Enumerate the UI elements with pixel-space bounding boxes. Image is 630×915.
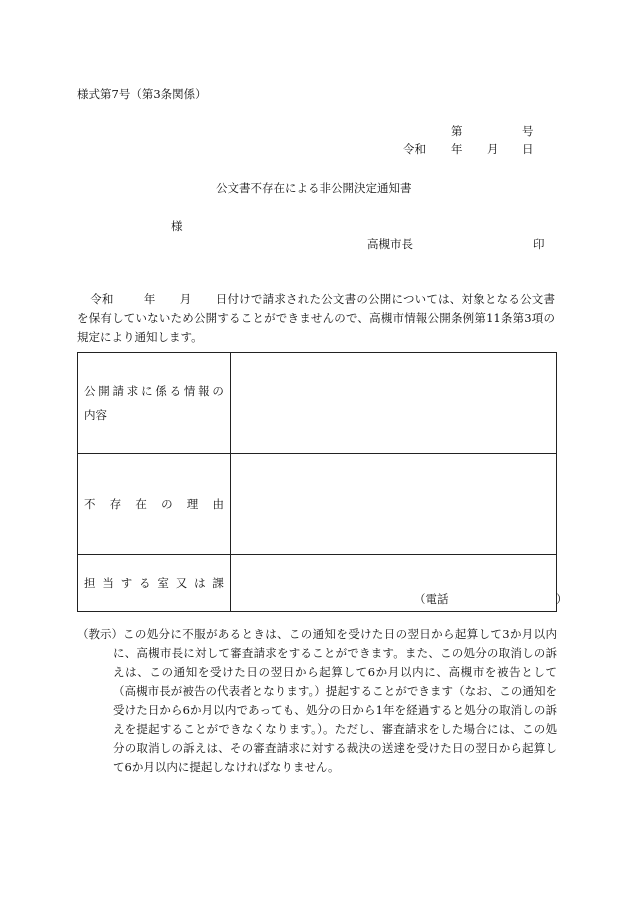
phone-close-paren: ） (556, 592, 568, 606)
table-row (78, 454, 557, 555)
info-table (77, 352, 568, 612)
label-char: 室 (157, 576, 169, 590)
label-char: の (212, 384, 224, 398)
instruction-text: この処分に不服があるときは、この通知を受けた日の翌日から起算して3か月以内に、高槻市長に対して審査請求をすることができます。また、この処分の取消しの訴えは、この通知を受けた日の翌日から起算して6か月以内に、高槻市を被告として（高槻市長が被告の代表者となります。）提起することができます（なお、この通知を受けた日から6か月以内であっても、処分の日から1年を経過すると処分の取消しの訴えを提起することができなくなります。）。ただし、審査請求をした場合には、この処分の取消しの訴えは、その審査請求に対する裁決の送達を受けた日の翌日から起算して6か月以内に提起しなければなりません。 (113, 627, 557, 774)
date-year: 年 (451, 142, 463, 156)
body-month: 月 (179, 292, 192, 306)
addressee-suffix: 様 (171, 219, 183, 233)
label-char: る (139, 576, 151, 590)
label-char: 報 (198, 384, 210, 398)
phone-label: （電話 (414, 592, 449, 606)
label-char: に (141, 384, 153, 398)
label-char: 請 (112, 384, 125, 398)
document-title: 公文書不存在による非公開決定通知書 (216, 181, 412, 195)
body-year: 年 (143, 292, 156, 306)
table-row (78, 353, 557, 454)
label-char: 係 (155, 384, 167, 398)
date-month: 月 (487, 142, 499, 156)
body-paragraph (77, 290, 555, 347)
label-char: す (120, 576, 133, 590)
label-char: 課 (212, 576, 224, 590)
label-char: 開 (98, 384, 110, 398)
requested-info-label-line1 (84, 379, 224, 403)
document-number-suffix: 号 (522, 124, 534, 138)
seal-mark: 印 (533, 237, 545, 251)
label-char: の (161, 497, 173, 511)
requested-info-field[interactable] (231, 353, 557, 454)
document-number-prefix: 第 (451, 124, 463, 138)
instruction-label: （教示） (77, 627, 123, 641)
date-era: 令和 (403, 142, 426, 156)
label-char: 求 (126, 384, 139, 398)
label-char: 理 (186, 497, 199, 511)
department-field[interactable] (231, 555, 568, 612)
issuer-name: 高槻市長 (367, 237, 413, 251)
label-char: 担 (84, 576, 96, 590)
instruction-notice (77, 625, 557, 777)
nonexistence-reason-label (78, 454, 231, 555)
label-char: は (194, 576, 206, 590)
label-char: 公 (84, 384, 96, 398)
date-day: 日 (522, 142, 534, 156)
requested-info-label-line2: 内容 (84, 408, 107, 422)
body-text: 日付けで請求された公文書の公開については、対象となる公文書を保有していないため公開することができませんので、高槻市情報公開条例第11条第3項の規定により通知します。 (77, 292, 556, 344)
label-char: 存 (109, 497, 122, 511)
label-char: 在 (135, 497, 147, 511)
label-char: 情 (183, 384, 196, 398)
label-char: 由 (212, 497, 224, 511)
form-number: 様式第7号（第3条関係） (77, 87, 207, 101)
label-char: る (169, 384, 182, 398)
label-char: 当 (102, 576, 114, 590)
body-era: 令和 (90, 292, 114, 306)
label-char: 又 (175, 576, 188, 590)
table-row (78, 555, 557, 612)
requested-info-label (78, 353, 231, 454)
label-char: 不 (84, 497, 96, 511)
nonexistence-reason-field[interactable] (231, 454, 557, 555)
department-label (78, 555, 231, 612)
